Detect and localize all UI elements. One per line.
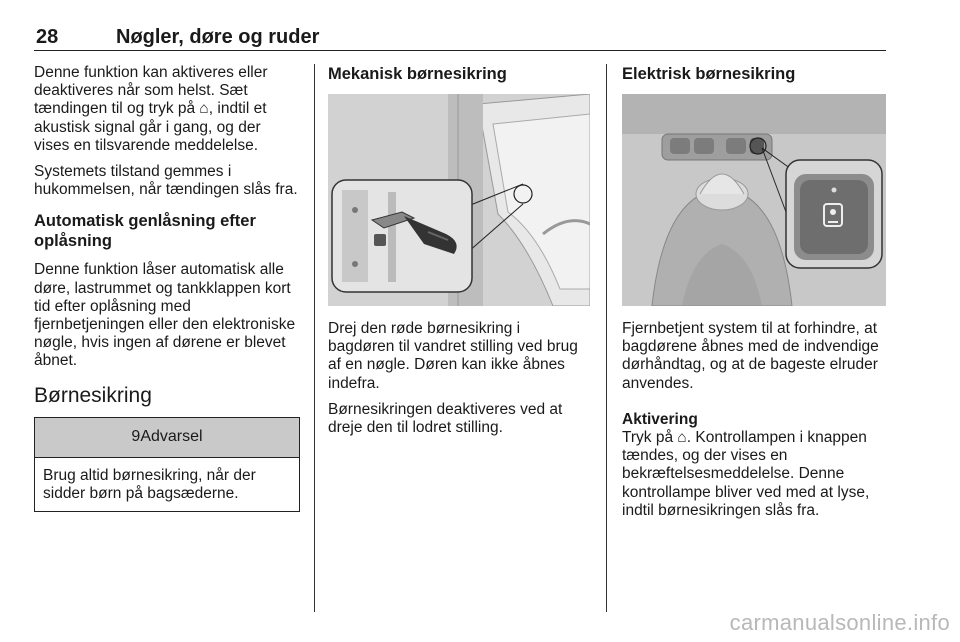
column-divider [314, 64, 315, 612]
warning-title: 9Advarsel [35, 418, 299, 458]
paragraph: Fjernbetjent system til at forhindre, at bagdørene åbnes med de indvendige dørhåndtag, og at de bageste elruder anvendes. [622, 320, 879, 392]
column-right [622, 64, 888, 528]
column-middle [328, 64, 590, 445]
section-title: Børnesikring [34, 383, 152, 407]
paragraph: Drej den røde børnesikring i bagdøren til vandret stilling ved brug af en nøgle. Døren kan ikke åbnes indefra. [328, 320, 578, 392]
mechanical-child-lock-illustration [328, 94, 590, 306]
column-divider [606, 64, 607, 612]
column-left [34, 64, 300, 512]
watermark: carmanualsonline.info [729, 610, 950, 635]
paragraph: Denne funktion kan aktiveres eller deaktiveres når som helst. Sæt tændingen til og tryk på ⌂, indtil et akustisk signal går i gang, og der vises en tilsvarende meddelelse. [34, 64, 268, 154]
page-number: 28 [36, 26, 59, 48]
section-heading: Automatisk genlåsning efter oplåsning [34, 212, 256, 251]
paragraph: Tryk på ⌂. Kontrollampen i knappen tændes, og der vises en bekræftelsesmeddelelse. Denne kontrollampe bliver ved med at lyse, indtil børnesikringen slås fra. [622, 429, 870, 519]
electric-child-lock-illustration [622, 94, 886, 306]
chapter-title: Nøgler, døre og ruder [116, 26, 320, 48]
section-heading: Mekanisk børnesikring [328, 65, 507, 83]
warning-box [34, 417, 300, 513]
paragraph: Denne funktion låser automatisk alle døre, lastrummet og tankklappen kort tid efter oplåsning med fjernbetjeningen eller den elektroniske nøgle, hvis ingen af dørene er blevet åbnet. [34, 261, 296, 370]
subheading: Aktivering [622, 410, 698, 428]
section-heading: Elektrisk børnesikring [622, 65, 796, 83]
paragraph: Børnesikringen deaktiveres ved at dreje den til lodret stilling. [328, 400, 563, 437]
paragraph: Systemets tilstand gemmes i hukommelsen, når tændingen slås fra. [34, 163, 298, 199]
page-header [34, 22, 886, 51]
warning-text: Brug altid børnesikring, når der sidder børn på bagsæderne. [43, 467, 256, 503]
